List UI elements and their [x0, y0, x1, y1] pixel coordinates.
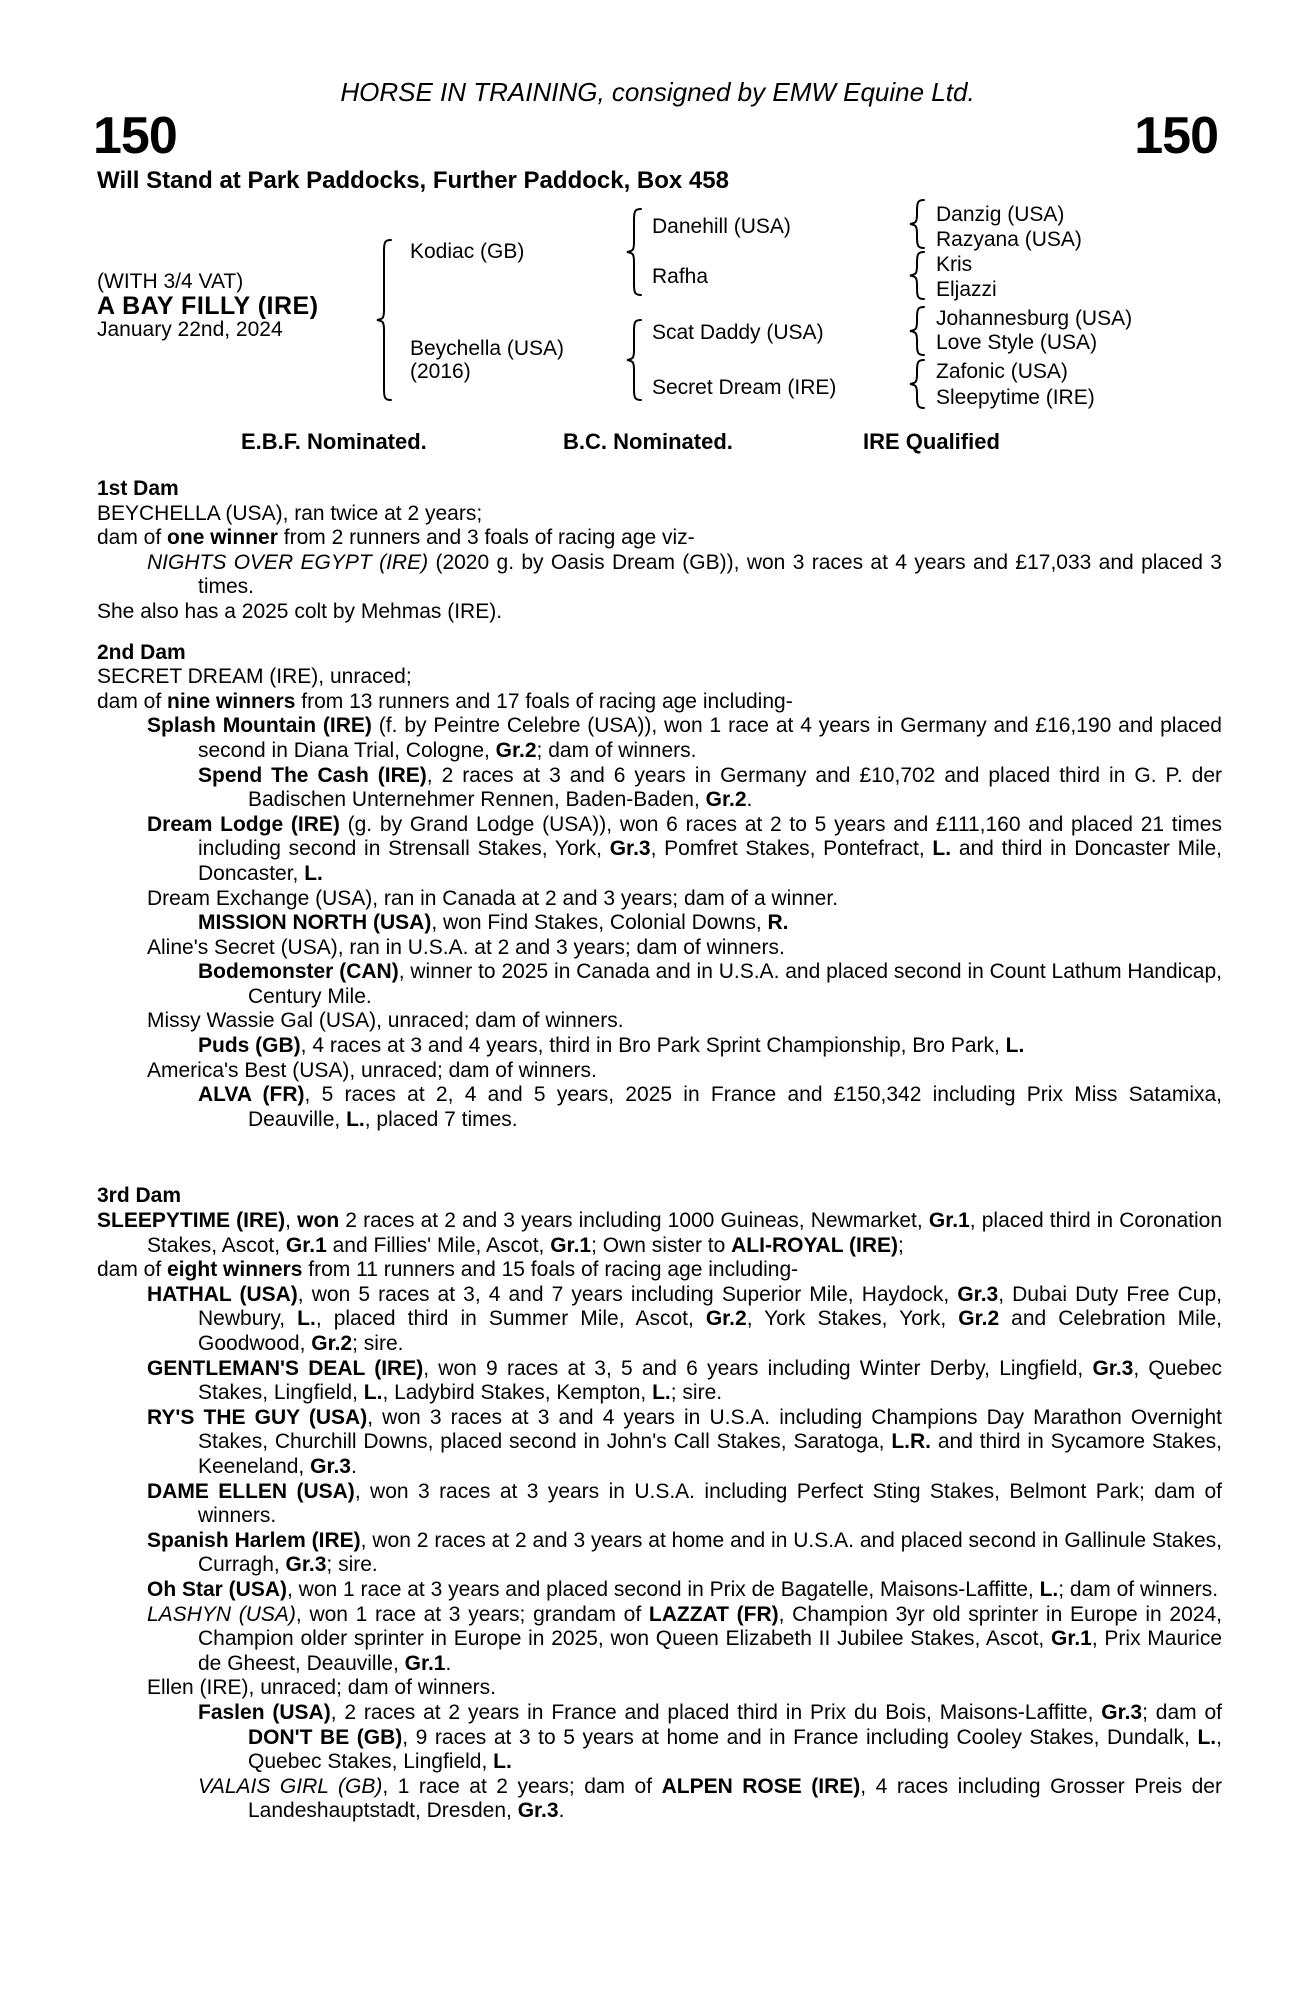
- text-run: , won 1 race at 3 years and placed second in Prix de Bagatelle, Maisons-Laffitte,: [287, 1577, 1040, 1601]
- pedigree-brace-icon: [907, 251, 927, 300]
- pedigree-brace-icon: [374, 239, 394, 401]
- text-run: L.R.: [891, 1430, 932, 1454]
- consignment-header: HORSE IN TRAINING, consigned by EMW Equine Ltd.: [340, 77, 975, 107]
- pedigree-gen3-name: Love Style (USA): [936, 331, 1098, 354]
- text-run: L.: [493, 1750, 512, 1774]
- nomination-label: B.C. Nominated.: [563, 429, 733, 454]
- dam-section: [97, 1184, 1222, 1823]
- text-run: , 4 races including Grosser Preis der Landeshauptstadt, Dresden,: [248, 1774, 1222, 1823]
- pedigree-brace-icon: [624, 208, 644, 296]
- text-run: , Prix Maurice de Gheest, Deauville,: [198, 1627, 1223, 1675]
- text-run: NIGHTS OVER EGYPT (IRE): [147, 550, 429, 574]
- text-run: , 9 races at 3 to 5 years at home and in France including Cooley Stakes, Dundalk,: [402, 1725, 1198, 1749]
- catalogue-paragraph: [97, 1480, 1222, 1529]
- text-run: Gr.3: [517, 1799, 559, 1823]
- text-run: ; sire.: [326, 1553, 378, 1577]
- text-run: Gr.2: [311, 1332, 353, 1355]
- text-run: , won 3 races at 3 and 4 years in U.S.A. including Champions Day Marathon Overnight Stakes, Churchill Downs, placed second in John's Call Stakes, Saratoga,: [198, 1405, 1222, 1454]
- text-run: L.: [932, 837, 952, 861]
- pedigree-gen3-name: Zafonic (USA): [936, 360, 1068, 383]
- catalogue-paragraph: [97, 1034, 1222, 1059]
- text-run: , 4 races at 3 and 4 years, third in Bro Park Sprint Championship, Bro Park,: [300, 1034, 1006, 1058]
- text-run: Bodemonster (CAN): [198, 960, 399, 984]
- text-run: .: [558, 1799, 565, 1823]
- text-run: , 2 races at 2 years in France and placed third in Prix du Bois, Maisons-Laffitte,: [330, 1700, 1102, 1724]
- dam-section: [97, 477, 1222, 625]
- text-run: Gr.1: [550, 1233, 592, 1257]
- lot-number-left: 150: [93, 107, 177, 165]
- text-run: LAZZAT (FR): [648, 1602, 779, 1626]
- dam-year: (2016): [410, 360, 471, 383]
- catalogue-paragraph: [97, 764, 1222, 813]
- text-run: from 11 runners and 15 foals of racing age including-: [302, 1258, 799, 1282]
- text-run: (g. by Grand Lodge (USA)), won 6 races at 2 to 5 years and £111,160 and placed 21 times including second in Strensall Stakes, York,: [198, 812, 1222, 861]
- text-run: , Ladybird Stakes, Kempton,: [382, 1381, 653, 1405]
- text-run: and third in Doncaster Mile, Doncaster,: [198, 837, 1222, 885]
- catalogue-paragraph: [97, 714, 1222, 763]
- text-run: SLEEPYTIME (IRE): [97, 1209, 286, 1233]
- pedigree-gen3-name: Johannesburg (USA): [936, 307, 1133, 330]
- text-run: , won Find Stakes, Colonial Downs,: [431, 911, 768, 935]
- text-run: , 2 races at 3 and 6 years in Germany and £10,702 and placed third in G. P. der Badischen Unternehmer Rennen, Baden-Baden,: [248, 763, 1222, 812]
- catalogue-paragraph: [97, 600, 1222, 625]
- text-run: ; dam of: [1142, 1700, 1223, 1724]
- pedigree-brace-icon: [624, 319, 644, 401]
- text-run: and Celebration Mile, Goodwood,: [198, 1307, 1222, 1355]
- catalogue-paragraph: [97, 551, 1222, 600]
- catalogue-paragraph: [97, 502, 1222, 527]
- text-run: , Pomfret Stakes, Pontefract,: [650, 837, 933, 861]
- text-run: DON'T BE (GB): [248, 1725, 403, 1749]
- text-run: Dream Exchange (USA), ran in Canada at 2 and 3 years; dam of a winner.: [147, 886, 839, 910]
- text-run: Faslen (USA): [198, 1700, 331, 1724]
- text-run: dam of: [97, 526, 168, 550]
- text-run: Gr.1: [404, 1651, 446, 1675]
- pedigree-brace-icon: [907, 359, 927, 409]
- catalogue-paragraph: [97, 813, 1222, 887]
- text-run: R.: [767, 911, 789, 935]
- text-run: , Quebec Stakes, Lingfield,: [248, 1725, 1222, 1774]
- text-run: Oh Star (USA): [147, 1577, 288, 1601]
- pedigree-gen2-name: Secret Dream (IRE): [652, 376, 837, 399]
- text-run: MISSION NORTH (USA): [198, 911, 432, 935]
- text-run: 2 races at 2 and 3 years including 1000 Guineas, Newmarket,: [339, 1209, 929, 1233]
- pedigree-gen3-name: Razyana (USA): [936, 228, 1082, 251]
- text-run: Spanish Harlem (IRE): [147, 1528, 361, 1552]
- text-run: and third in Sycamore Stakes, Keeneland,: [198, 1430, 1222, 1478]
- text-run: Gr.2: [958, 1307, 1000, 1331]
- text-run: , won 9 races at 3, 5 and 6 years including Winter Derby, Lingfield,: [423, 1356, 1093, 1380]
- catalogue-paragraph: [97, 1701, 1222, 1775]
- text-run: L.: [1039, 1577, 1059, 1601]
- text-run: Dream Lodge (IRE): [147, 812, 340, 836]
- catalogue-paragraph: [97, 1209, 1222, 1258]
- catalogue-paragraph: [97, 1603, 1222, 1677]
- catalogue-paragraph: [97, 1676, 1222, 1701]
- text-run: VALAIS GIRL (GB): [198, 1774, 383, 1798]
- text-run: SECRET DREAM (IRE), unraced;: [97, 665, 412, 689]
- text-run: L.: [304, 861, 323, 885]
- text-run: dam of: [97, 1258, 168, 1282]
- text-run: , winner to 2025 in Canada and in U.S.A. and placed second in Count Lathum Handicap, Century Mile.: [248, 960, 1222, 1008]
- text-run: (f. by Peintre Celebre (USA)), won 1 race at 4 years in Germany and £16,190 and placed second in Diana Trial, Cologne,: [198, 714, 1222, 762]
- text-run: , won 2 races at 2 and 3 years at home and in U.S.A. and placed second in Gallinule Stakes, Curragh,: [198, 1528, 1222, 1577]
- dam-name: Beychella (USA): [410, 337, 565, 360]
- text-run: , Quebec Stakes, Lingfield,: [198, 1356, 1222, 1405]
- text-run: ,: [285, 1209, 298, 1233]
- catalogue-paragraph: [97, 960, 1222, 1009]
- text-run: , won 5 races at 3, 4 and 7 years including Superior Mile, Haydock,: [297, 1282, 958, 1306]
- catalogue-paragraph: [97, 936, 1222, 961]
- catalogue-paragraph: [97, 1009, 1222, 1034]
- text-run: , 1 race at 2 years; dam of: [382, 1774, 662, 1798]
- pedigree-gen3-name: Kris: [936, 253, 973, 276]
- text-run: ; sire.: [670, 1381, 723, 1405]
- text-run: Gr.1: [1050, 1627, 1092, 1651]
- vat-note: (WITH 3/4 VAT): [97, 270, 244, 293]
- text-run: , won 3 races at 3 years in U.S.A. including Perfect Sting Stakes, Belmont Park; dam of winners.: [198, 1479, 1222, 1528]
- text-run: ; dam of winners.: [1058, 1577, 1219, 1601]
- pedigree-gen3-name: Danzig (USA): [936, 203, 1065, 226]
- text-run: Gr.1: [928, 1209, 970, 1233]
- catalogue-paragraph: [97, 690, 1222, 715]
- text-run: RY'S THE GUY (USA): [147, 1405, 368, 1429]
- text-run: , 5 races at 2, 4 and 5 years, 2025 in France and £150,342 including Prix Miss Satamixa, Deauville,: [248, 1083, 1222, 1131]
- text-run: She also has a 2025 colt by Mehmas (IRE).: [97, 599, 503, 623]
- text-run: Gr.3: [609, 837, 651, 861]
- text-run: , placed 7 times.: [364, 1107, 518, 1131]
- catalogue-paragraph: [97, 1529, 1222, 1578]
- text-run: Gr.2: [705, 1307, 747, 1331]
- text-run: L.: [1005, 1034, 1025, 1058]
- nomination-label: E.B.F. Nominated.: [241, 429, 427, 454]
- text-run: Ellen (IRE), unraced; dam of winners.: [147, 1676, 496, 1700]
- dam-section-heading: 1st Dam: [97, 477, 179, 500]
- text-run: LASHYN (USA): [147, 1602, 296, 1626]
- text-run: from 13 runners and 17 foals of racing age including-: [295, 689, 793, 713]
- text-run: eight winners: [167, 1258, 303, 1282]
- catalogue-paragraph: [97, 1258, 1222, 1283]
- text-run: from 2 runners and 3 foals of racing age viz-: [277, 526, 695, 550]
- text-run: one winner: [167, 526, 278, 550]
- text-run: L.: [346, 1107, 365, 1131]
- text-run: ; dam of winners.: [536, 738, 697, 762]
- catalogue-paragraph: [97, 1406, 1222, 1480]
- pedigree-gen3-name: Eljazzi: [936, 278, 997, 301]
- pedigree-gen3-name: Sleepytime (IRE): [936, 386, 1095, 409]
- catalogue-paragraph: [97, 1283, 1222, 1357]
- nomination-label: IRE Qualified: [863, 429, 1000, 454]
- sire-name: Kodiac (GB): [410, 240, 525, 263]
- text-run: L.: [1197, 1725, 1217, 1749]
- text-run: GENTLEMAN'S DEAL (IRE): [147, 1356, 424, 1380]
- pedigree-gen2-name: Danehill (USA): [652, 215, 791, 238]
- catalogue-paragraph: [97, 1083, 1222, 1132]
- text-run: , placed third in Coronation Stakes, Ascot,: [147, 1209, 1222, 1257]
- text-run: ;: [897, 1233, 904, 1257]
- catalogue-paragraph: [97, 1775, 1222, 1824]
- text-run: ALPEN ROSE (IRE): [661, 1774, 861, 1798]
- text-run: , York Stakes, York,: [746, 1307, 959, 1331]
- text-run: BEYCHELLA (USA), ran twice at 2 years;: [97, 501, 483, 525]
- text-run: Missy Wassie Gal (USA), unraced; dam of winners.: [147, 1009, 624, 1033]
- pedigree-brace-icon: [907, 306, 927, 356]
- text-run: Spend The Cash (IRE): [198, 763, 427, 787]
- lot-number-right: 150: [1134, 107, 1218, 165]
- foal-date: January 22nd, 2024: [97, 318, 283, 341]
- pedigree-gen2-name: Scat Daddy (USA): [652, 321, 824, 344]
- dam-section-heading: 2nd Dam: [97, 640, 186, 664]
- dam-section: [97, 641, 1222, 1133]
- text-run: L.: [363, 1381, 383, 1405]
- text-run: , won 1 race at 3 years; grandam of: [295, 1602, 649, 1626]
- catalogue-paragraph: [97, 887, 1222, 912]
- text-run: won: [297, 1209, 340, 1233]
- text-run: , placed third in Summer Mile, Ascot,: [315, 1307, 706, 1331]
- text-run: and Fillies' Mile, Ascot,: [326, 1233, 551, 1257]
- pedigree-text: [97, 477, 1222, 1824]
- text-run: America's Best (USA), unraced; dam of winners.: [147, 1058, 597, 1082]
- text-run: , Champion 3yr old sprinter in Europe in 2024, Champion older sprinter in Europe in 2025, won Queen Elizabeth II Jubilee Stakes, Ascot,: [198, 1602, 1222, 1651]
- text-run: Gr.3: [1092, 1356, 1134, 1380]
- pedigree-gen2-name: Rafha: [652, 265, 709, 288]
- text-run: HATHAL (USA): [147, 1282, 298, 1306]
- text-run: ALVA (FR): [198, 1083, 305, 1107]
- text-run: Gr.3: [1101, 1700, 1143, 1724]
- text-run: ; sire.: [352, 1332, 404, 1355]
- text-run: Gr.2: [705, 788, 747, 812]
- text-run: .: [350, 1454, 357, 1478]
- text-run: Aline's Secret (USA), ran in U.S.A. at 2 and 3 years; dam of winners.: [147, 935, 785, 959]
- catalogue-paragraph: [97, 1357, 1222, 1406]
- horse-title: A BAY FILLY (IRE): [97, 292, 319, 320]
- text-run: .: [445, 1651, 452, 1675]
- text-run: ; Own sister to: [591, 1233, 732, 1257]
- dam-section-heading: 3rd Dam: [97, 1184, 182, 1208]
- text-run: Gr.3: [285, 1553, 327, 1577]
- text-run: nine winners: [167, 689, 296, 713]
- text-run: Gr.2: [495, 738, 537, 762]
- catalogue-paragraph: [97, 526, 1222, 551]
- text-run: L.: [297, 1307, 316, 1331]
- text-run: Gr.3: [957, 1282, 999, 1306]
- pedigree-brace-icon: [907, 199, 927, 249]
- catalogue-paragraph: [97, 665, 1222, 690]
- text-run: .: [746, 788, 753, 812]
- text-run: L.: [652, 1381, 671, 1405]
- text-run: ALI-ROYAL (IRE): [731, 1233, 898, 1257]
- text-run: , Dubai Duty Free Cup, Newbury,: [198, 1282, 1222, 1331]
- text-run: (2020 g. by Oasis Dream (GB)), won 3 races at 4 years and £17,033 and placed 3 times.: [198, 550, 1222, 599]
- text-run: DAME ELLEN (USA): [147, 1479, 355, 1503]
- catalogue-paragraph: [97, 1059, 1222, 1084]
- text-run: Gr.1: [285, 1233, 327, 1257]
- catalogue-paragraph: [97, 1578, 1222, 1603]
- text-run: Puds (GB): [198, 1034, 301, 1058]
- text-run: dam of: [97, 689, 168, 713]
- stand-location-line: Will Stand at Park Paddocks, Further Paddock, Box 458: [97, 167, 729, 194]
- text-run: Gr.3: [310, 1454, 351, 1478]
- catalogue-paragraph: [97, 911, 1222, 936]
- text-run: Splash Mountain (IRE): [147, 714, 372, 738]
